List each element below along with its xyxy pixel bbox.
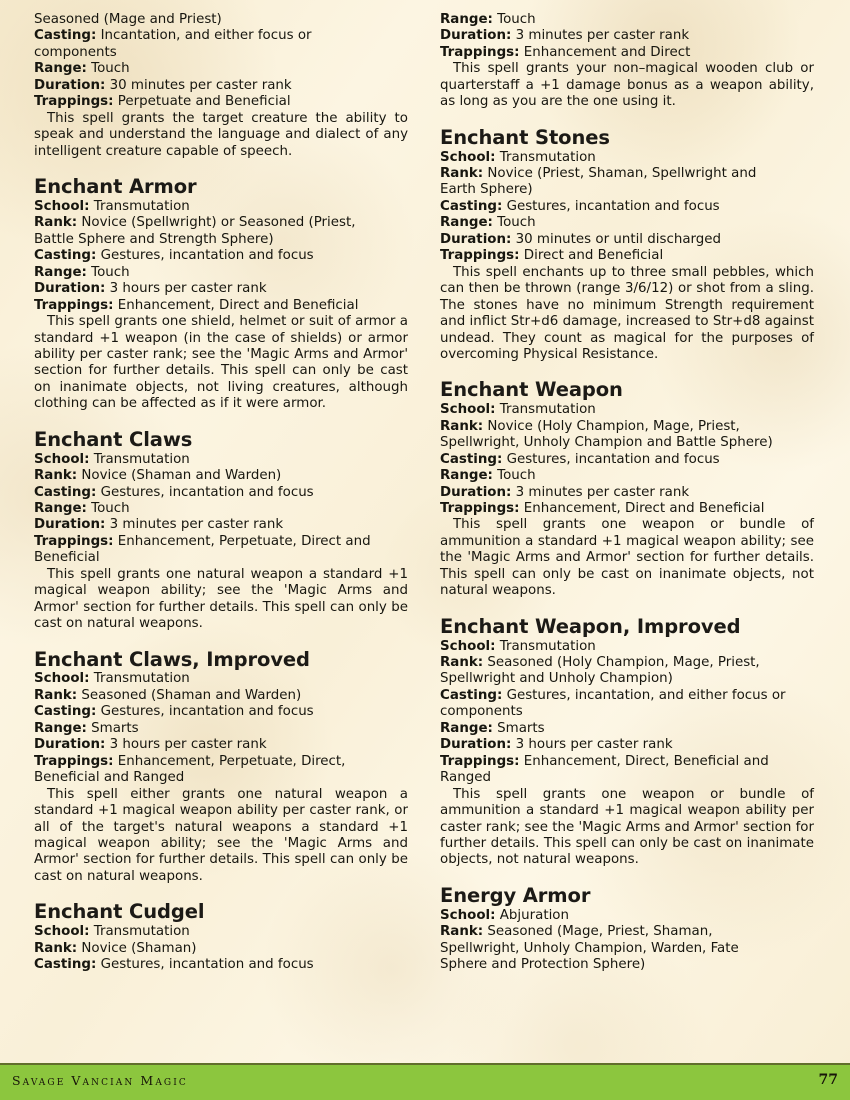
range-line (34, 265, 408, 281)
casting-line (34, 957, 408, 973)
casting-value: Gestures, incantation and focus (100, 484, 314, 500)
rank-continuation-line: Seasoned (Mage and Priest) (34, 12, 222, 27)
trappings-label: Trappings: (440, 753, 520, 769)
range-value: Touch (497, 12, 536, 27)
school-value: Transmutation (93, 671, 190, 687)
casting-value: Gestures, incantation and focus (506, 198, 720, 214)
rank-value: Novice (Shaman) (81, 940, 197, 956)
school-line (440, 639, 814, 655)
duration-line (34, 737, 408, 753)
range-line (440, 468, 814, 484)
casting-line (440, 452, 814, 468)
casting-line (34, 28, 408, 44)
rank-value: Novice (Shaman and Warden) (81, 468, 282, 484)
range-value: Smarts (91, 720, 139, 736)
trappings-label: Trappings: (34, 533, 114, 549)
duration-line (34, 78, 408, 94)
rank-label: Rank: (34, 940, 78, 956)
range-line (34, 61, 408, 77)
duration-label: Duration: (440, 484, 512, 500)
rank-value: Novice (Priest, Shaman, Spellwright and (487, 166, 757, 181)
casting-value: Gestures, incantation and focus (506, 451, 720, 467)
range-value: Touch (497, 215, 536, 231)
trappings-line (34, 298, 408, 314)
school-line (34, 452, 408, 468)
school-value: Transmutation (93, 198, 190, 214)
rank-value: Novice (Holy Champion, Mage, Priest, (487, 418, 740, 434)
duration-value: 30 minutes per caster rank (109, 77, 292, 93)
rank-line (34, 688, 408, 704)
spell-description: This spell enchants up to three small pebbles, which can then be thrown (range 3/6/12) or shot from a sling. The stones have no minimum Strength requirement and inflict Str+d6 damage, increased to Str+d8 against undead. They count as magical for the purposes of overcoming Physical Resistance. (440, 264, 814, 362)
spell-entry-enchant-stones (440, 127, 814, 364)
casting-label: Casting: (440, 687, 503, 703)
casting-line (440, 199, 814, 215)
range-line (440, 12, 814, 28)
school-line (34, 924, 408, 940)
spell-title: Enchant Weapon (440, 378, 623, 402)
school-value: Transmutation (93, 451, 190, 467)
school-line (440, 402, 814, 418)
spell-entry-enchant-weapon-improved (440, 616, 814, 869)
casting-label: Casting: (34, 484, 97, 500)
spell-title: Enchant Claws (34, 427, 193, 451)
duration-value: 30 minutes or until discharged (515, 231, 722, 247)
rank-value: Novice (Spellwright) or Seasoned (Priest, (81, 215, 356, 231)
rank-label: Rank: (34, 687, 78, 703)
rank-value-wrap: Spellwright, Unholy Champion, Warden, Fate (440, 940, 739, 956)
rank-value: Seasoned (Holy Champion, Mage, Priest, (487, 654, 760, 670)
trappings-label: Trappings: (440, 248, 520, 264)
range-line (440, 215, 814, 231)
duration-value: 3 minutes per caster rank (515, 28, 690, 44)
school-label: School: (34, 451, 90, 467)
casting-line (34, 485, 408, 501)
trappings-value: Enhancement, Direct, Beneficial and (523, 753, 769, 769)
spell-description: This spell grants the target creature the ability to speak and understand the language and dialect of any intelligent creature capable of speech. (34, 110, 408, 159)
range-line (34, 721, 408, 737)
school-label: School: (34, 924, 90, 940)
casting-value-wrap: components (34, 44, 117, 60)
trappings-value: Enhancement, Perpetuate, Direct and (117, 533, 371, 549)
spell-entry-enchant-claws (34, 429, 408, 633)
spell-title: Enchant Claws, Improved (34, 647, 310, 671)
spell-entry-enchant-weapon (440, 379, 814, 599)
duration-label: Duration: (34, 77, 106, 93)
spell-entry-continued (440, 12, 814, 111)
trappings-value-wrap: Ranged (440, 770, 491, 786)
casting-value: Incantation, and either focus or (100, 28, 312, 44)
casting-label: Casting: (34, 248, 97, 264)
page-footer (0, 1063, 850, 1100)
spell-description: This spell either grants one natural weapon a standard +1 magical weapon ability per caster rank, or all of the target's natural weapons a standard +1 magical weapon ability; see the 'Magic Arms and Armor' section for further details. This spell can only be cast on natural weapons. (34, 786, 408, 884)
rank-label: Rank: (440, 924, 484, 940)
casting-line (34, 248, 408, 264)
range-label: Range: (34, 500, 87, 516)
range-label: Range: (34, 264, 87, 280)
rank-label: Rank: (440, 654, 484, 670)
spell-description: This spell grants one weapon or bundle of ammunition a standard +1 magical weapon ability per caster rank; see the 'Magic Arms and Armor' section for further details. This spell can only be cast on inanimate objects, not natural weapons. (440, 786, 814, 868)
casting-label: Casting: (440, 451, 503, 467)
school-line (440, 150, 814, 166)
duration-label: Duration: (440, 231, 512, 247)
trappings-line (34, 754, 408, 770)
spell-entry-enchant-armor (34, 176, 408, 413)
trappings-value: Direct and Beneficial (523, 248, 664, 264)
trappings-line (440, 501, 814, 517)
school-line (34, 671, 408, 687)
duration-value: 3 hours per caster rank (109, 737, 267, 753)
trappings-value: Perpetuate and Beneficial (117, 94, 291, 110)
footer-book-title: Savage Vancian Magic (12, 1073, 188, 1088)
casting-value-wrap: components (440, 704, 523, 720)
casting-label: Casting: (440, 198, 503, 214)
casting-value: Gestures, incantation and focus (100, 957, 314, 973)
range-line (34, 501, 408, 517)
rank-value: Seasoned (Shaman and Warden) (81, 687, 302, 703)
spell-description: This spell grants one natural weapon a standard +1 magical weapon ability; see the 'Magic Arms and Armor' section for further details. This spell can only be cast on natural weapons. (34, 566, 408, 632)
range-label: Range: (440, 720, 493, 736)
casting-line (440, 688, 814, 704)
rank-line (440, 655, 814, 671)
duration-label: Duration: (440, 28, 512, 44)
spell-description: This spell grants one shield, helmet or suit of armor a standard +1 weapon (in the case of shields) or armor ability per caster rank; see the 'Magic Arms and Armor' section for further details. This spell can only be cast on inanimate objects, not living creatures, although clothing can be affected as if it were armor. (34, 314, 408, 412)
school-label: School: (440, 402, 496, 418)
trappings-label: Trappings: (34, 94, 114, 110)
range-value: Touch (91, 264, 130, 280)
duration-line (440, 28, 814, 44)
school-label: School: (34, 671, 90, 687)
range-label: Range: (34, 720, 87, 736)
school-line (440, 908, 814, 924)
rank-value-wrap-2: Sphere and Protection Sphere) (440, 957, 646, 973)
spell-entry-energy-armor (440, 885, 814, 974)
casting-value: Gestures, incantation and focus (100, 704, 314, 720)
rank-line (440, 419, 814, 435)
trappings-value-wrap: Beneficial (34, 550, 100, 566)
rank-label: Rank: (440, 166, 484, 181)
school-value: Transmutation (499, 149, 596, 165)
spell-entry-enchant-cudgel (34, 901, 408, 973)
range-label: Range: (440, 215, 493, 231)
school-line (34, 199, 408, 215)
range-value: Touch (91, 61, 130, 77)
school-label: School: (34, 198, 90, 214)
school-value: Transmutation (499, 638, 596, 654)
range-label: Range: (34, 61, 87, 77)
range-label: Range: (440, 468, 493, 484)
casting-label: Casting: (34, 704, 97, 720)
trappings-line (440, 45, 814, 61)
casting-value: Gestures, incantation and focus (100, 248, 314, 264)
trappings-value: Enhancement, Perpetuate, Direct, (117, 753, 346, 769)
school-value: Transmutation (93, 924, 190, 940)
duration-value: 3 hours per caster rank (109, 281, 267, 297)
trappings-line (440, 248, 814, 264)
spell-entry-enchant-claws-improved (34, 649, 408, 886)
duration-line (34, 281, 408, 297)
spell-title: Enchant Stones (440, 125, 610, 149)
duration-value: 3 hours per caster rank (515, 737, 673, 753)
trappings-label: Trappings: (34, 753, 114, 769)
trappings-value: Enhancement and Direct (523, 44, 691, 60)
spell-description: This spell grants your non–magical wooden club or quarterstaff a +1 damage bonus as a weapon ability, as long as you are the one using it. (440, 61, 814, 110)
spell-title: Enchant Weapon, Improved (440, 614, 741, 638)
footer-page-number: 77 (818, 1072, 838, 1088)
rank-value-wrap: Spellwright, Unholy Champion and Battle Sphere) (440, 435, 773, 451)
spell-entry-continued (34, 12, 408, 160)
range-value: Touch (91, 500, 130, 516)
spell-title: Enchant Armor (34, 175, 197, 199)
rank-label: Rank: (34, 215, 78, 231)
rank-line (34, 941, 408, 957)
duration-line (34, 517, 408, 533)
rank-value-wrap: Battle Sphere and Strength Sphere) (34, 231, 274, 247)
range-line (440, 721, 814, 737)
spell-title: Energy Armor (440, 883, 591, 907)
rank-label: Rank: (34, 468, 78, 484)
rank-value-wrap: Spellwright and Unholy Champion) (440, 671, 673, 687)
trappings-line (34, 534, 408, 550)
duration-label: Duration: (440, 737, 512, 753)
rank-line (440, 166, 814, 182)
right-column (440, 12, 814, 974)
duration-value: 3 minutes per caster rank (109, 517, 284, 533)
spell-description: This spell grants one weapon or bundle of ammunition a standard +1 magical weapon ability; see the 'Magic Arms and Armor' section for further details. This spell can only be cast on inanimate objects, not natural weapons. (440, 517, 814, 599)
duration-value: 3 minutes per caster rank (515, 484, 690, 500)
trappings-value: Enhancement, Direct and Beneficial (117, 297, 359, 313)
casting-value: Gestures, incantation, and either focus or (506, 687, 786, 703)
duration-line (440, 232, 814, 248)
trappings-label: Trappings: (440, 44, 520, 60)
trappings-value-wrap: Beneficial and Ranged (34, 770, 185, 786)
school-label: School: (440, 907, 496, 923)
spell-title: Enchant Cudgel (34, 900, 205, 924)
trappings-line (34, 94, 408, 110)
rank-value: Seasoned (Mage, Priest, Shaman, (487, 924, 713, 940)
duration-label: Duration: (34, 281, 106, 297)
rank-label: Rank: (440, 418, 484, 434)
duration-label: Duration: (34, 737, 106, 753)
casting-label: Casting: (34, 28, 97, 44)
rank-line (34, 468, 408, 484)
rank-value-wrap: Earth Sphere) (440, 182, 533, 198)
duration-line (440, 737, 814, 753)
trappings-label: Trappings: (440, 500, 520, 516)
range-label: Range: (440, 12, 493, 27)
school-value: Abjuration (499, 907, 569, 923)
casting-line (34, 704, 408, 720)
rank-line (34, 215, 408, 231)
trappings-value: Enhancement, Direct and Beneficial (523, 500, 765, 516)
rank-line (440, 924, 814, 940)
school-value: Transmutation (499, 402, 596, 418)
range-value: Smarts (497, 720, 545, 736)
trappings-label: Trappings: (34, 297, 114, 313)
duration-label: Duration: (34, 517, 106, 533)
trappings-line (440, 754, 814, 770)
duration-line (440, 485, 814, 501)
school-label: School: (440, 149, 496, 165)
range-value: Touch (497, 468, 536, 484)
left-column (34, 12, 408, 974)
casting-label: Casting: (34, 957, 97, 973)
school-label: School: (440, 638, 496, 654)
